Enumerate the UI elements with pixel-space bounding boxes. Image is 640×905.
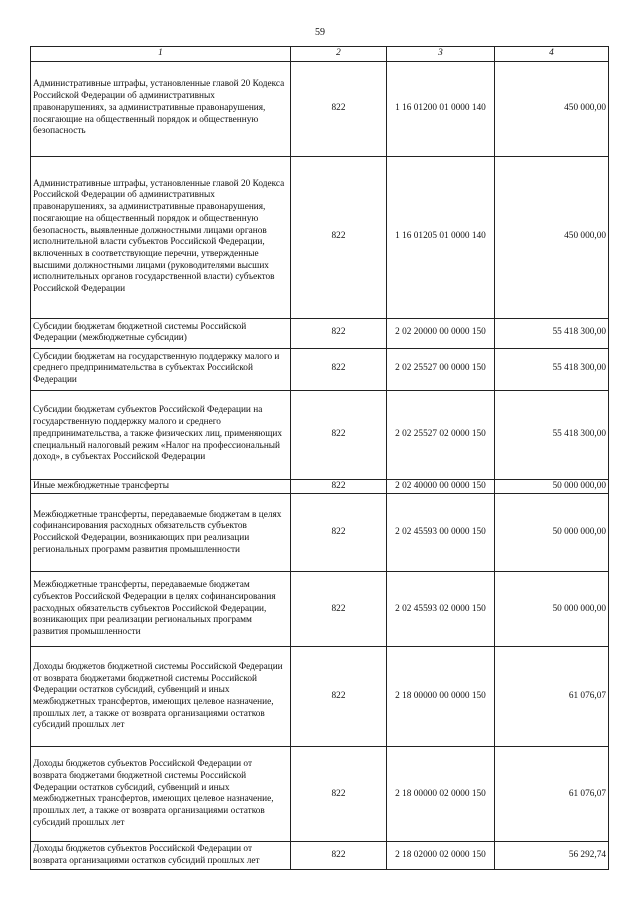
table-row <box>31 61 609 156</box>
budget-classification-code: 2 02 45593 02 0000 150 <box>387 572 495 647</box>
revenue-name: Доходы бюджетов бюджетной системы Российской Федерации от возврата бюджетами бюджетной системы Российской Федерации остатков субсидий, субвенций и иных межбюджетных трансфертов, имеющих целевое назначение, прошлых лет, а также от возврата организациями остатков субсидий прошлых лет <box>31 647 291 747</box>
budget-classification-code: 1 16 01205 01 0000 140 <box>387 156 495 318</box>
table-row <box>31 494 609 572</box>
page-number: 59 <box>315 27 325 38</box>
budget-classification-code: 2 18 02000 02 0000 150 <box>387 842 495 870</box>
revenue-name: Административные штрафы, установленные главой 20 Кодекса Российской Федерации об административных правонарушениях, за административные правонарушения, посягающие на общественный порядок и общественную безопасность <box>31 61 291 156</box>
amount: 50 000 000,00 <box>495 494 609 572</box>
budget-classification-code: 1 16 01200 01 0000 140 <box>387 61 495 156</box>
budget-revenue-table <box>30 46 609 870</box>
admin-code: 822 <box>291 747 387 842</box>
budget-classification-code: 2 18 00000 02 0000 150 <box>387 747 495 842</box>
revenue-name: Доходы бюджетов субъектов Российской Федерации от возврата бюджетами бюджетной системы Российской Федерации остатков субсидий, субвенций и иных межбюджетных трансфертов, имеющих целевое назначение, прошлых лет, а также от возврата организациями остатков субсидий прошлых лет <box>31 747 291 842</box>
table-row <box>31 348 609 390</box>
amount: 450 000,00 <box>495 156 609 318</box>
revenue-name: Межбюджетные трансферты, передаваемые бюджетам субъектов Российской Федерации в целях софинансирования расходных обязательств субъектов Российской Федерации, возникающих при реализации региональных программ развития промышленности <box>31 572 291 647</box>
revenue-name: Межбюджетные трансферты, передаваемые бюджетам в целях софинансирования расходных обязательств субъектов Российской Федерации, возникающих при реализации региональных программ развития промышленности <box>31 494 291 572</box>
amount: 55 418 300,00 <box>495 318 609 348</box>
table-row <box>31 479 609 494</box>
amount: 55 418 300,00 <box>495 348 609 390</box>
admin-code: 822 <box>291 842 387 870</box>
admin-code: 822 <box>291 348 387 390</box>
column-number: 3 <box>387 47 495 62</box>
column-number: 2 <box>291 47 387 62</box>
admin-code: 822 <box>291 647 387 747</box>
amount: 61 076,07 <box>495 647 609 747</box>
revenue-name: Субсидии бюджетам на государственную поддержку малого и среднего предпринимательства в субъектах Российской Федерации <box>31 348 291 390</box>
column-number: 1 <box>31 47 291 62</box>
table-row <box>31 156 609 318</box>
admin-code: 822 <box>291 479 387 494</box>
table-row <box>31 318 609 348</box>
amount: 61 076,07 <box>495 747 609 842</box>
admin-code: 822 <box>291 61 387 156</box>
amount: 50 000 000,00 <box>495 479 609 494</box>
column-number-row <box>31 47 609 62</box>
table-row <box>31 647 609 747</box>
amount: 55 418 300,00 <box>495 390 609 479</box>
amount: 56 292,74 <box>495 842 609 870</box>
revenue-name: Доходы бюджетов субъектов Российской Федерации от возврата организациями остатков субсидий прошлых лет <box>31 842 291 870</box>
revenue-name: Административные штрафы, установленные главой 20 Кодекса Российской Федерации об административных правонарушениях, за административные правонарушения, посягающие на общественный порядок и общественную безопасность, выявленные должностными лицами органов исполнительной власти субъектов Российской Федерации, включенных в соответствующие перечни, утвержденные высшими должностными лицами (руководителями высших исполнительных органов государственной власти) субъектов Российской Федерации <box>31 156 291 318</box>
table-row <box>31 390 609 479</box>
admin-code: 822 <box>291 318 387 348</box>
revenue-name: Субсидии бюджетам субъектов Российской Федерации на государственную поддержку малого и среднего предпринимательства, а также физических лиц, применяющих специальный налоговый режим «Налог на профессиональный доход», в субъектах Российской Федерации <box>31 390 291 479</box>
admin-code: 822 <box>291 156 387 318</box>
table-row <box>31 842 609 870</box>
admin-code: 822 <box>291 494 387 572</box>
amount: 50 000 000,00 <box>495 572 609 647</box>
budget-classification-code: 2 02 40000 00 0000 150 <box>387 479 495 494</box>
revenue-name: Субсидии бюджетам бюджетной системы Российской Федерации (межбюджетные субсидии) <box>31 318 291 348</box>
table-row <box>31 572 609 647</box>
table-row <box>31 747 609 842</box>
revenue-name: Иные межбюджетные трансферты <box>31 479 291 494</box>
admin-code: 822 <box>291 572 387 647</box>
budget-classification-code: 2 02 25527 00 0000 150 <box>387 348 495 390</box>
admin-code: 822 <box>291 390 387 479</box>
budget-classification-code: 2 02 45593 00 0000 150 <box>387 494 495 572</box>
budget-classification-code: 2 18 00000 00 0000 150 <box>387 647 495 747</box>
column-number: 4 <box>495 47 609 62</box>
budget-classification-code: 2 02 20000 00 0000 150 <box>387 318 495 348</box>
amount: 450 000,00 <box>495 61 609 156</box>
budget-classification-code: 2 02 25527 02 0000 150 <box>387 390 495 479</box>
